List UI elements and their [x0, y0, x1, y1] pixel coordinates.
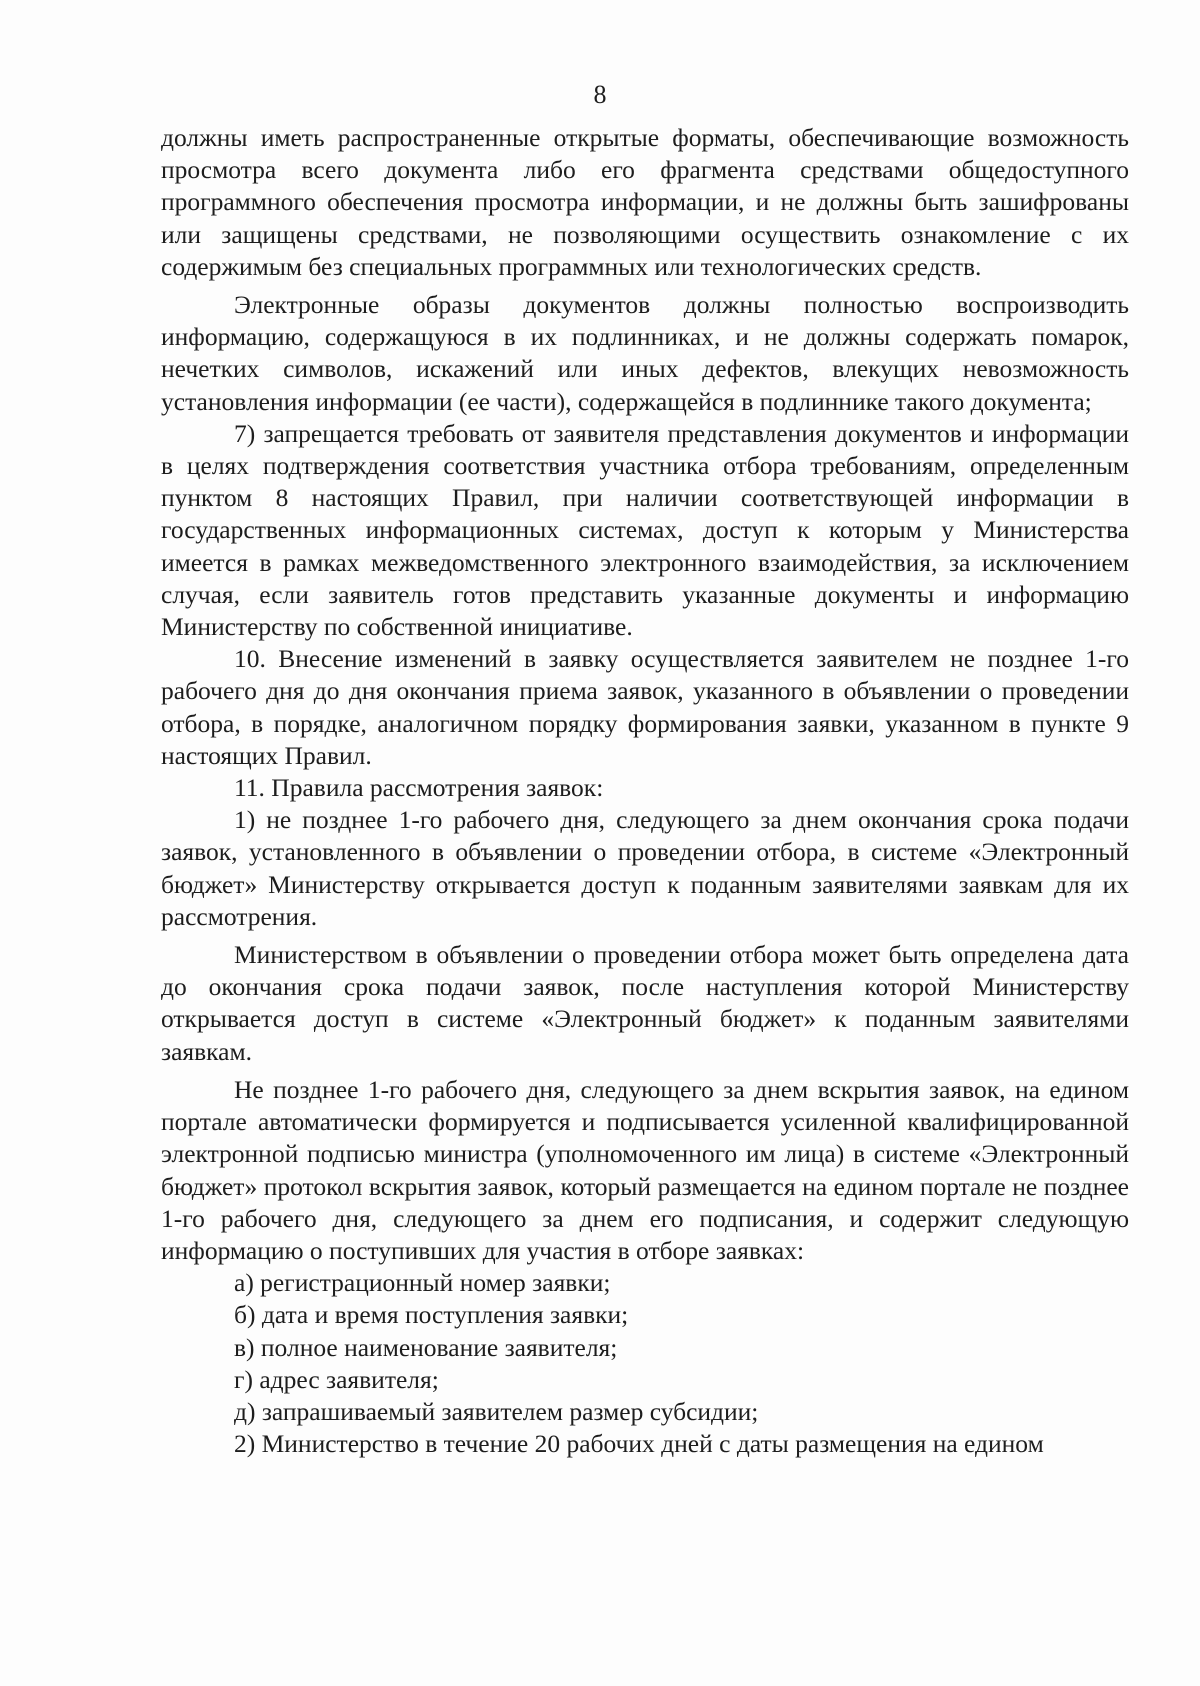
paragraph-item-7: 7) запрещается требовать от заявителя представления документов и информации в целях подтверждения соответствия участника отбора требованиям, определенным пунктом 8 настоящих Правил, при наличии соответствующей информации в государственных информационных системах, доступ к которым у Министерства имеется в рамках межведомственного электронного взаимодействия, за исключением случая, если заявитель готов представить указанные документы и информацию Министерству по собственной инициативе.	[161, 418, 1129, 642]
paragraph-ministry-date: Министерством в объявлении о проведении отбора может быть определена дата до окончания срока подачи заявок, после наступления которой Министерству открывается доступ в системе «Электронный бюджет» к поданным заявителями заявкам.	[161, 940, 1129, 1066]
paragraph-opening-protocol: Не позднее 1-го рабочего дня, следующего за днем вскрытия заявок, на едином портале автоматически формируется и подписывается усиленной квалифицированной электронной подписью министра (уполномоченного им лица) в системе «Электронный бюджет» протокол вскрытия заявок, который размещается на едином портале не позднее 1-го рабочего дня, следующего за днем его подписания, и содержит следующую информацию о поступивших для участия в отборе заявках:	[161, 1074, 1129, 1265]
page-number: 8	[593, 80, 607, 109]
paragraph-section-11-heading: 11. Правила рассмотрения заявок:	[234, 773, 604, 803]
paragraph-item-2: 2) Министерство в течение 20 рабочих дней с даты размещения на едином	[234, 1429, 1044, 1459]
list-item-d: д) запрашиваемый заявителем размер субсидии;	[234, 1396, 759, 1426]
list-item-v: в) полное наименование заявителя;	[234, 1332, 618, 1362]
paragraph-electronic-images: Электронные образы документов должны полностью воспроизводить информацию, содержащуюся в их подлинниках, и не должны содержать помарок, нечетких символов, искажений или иных дефектов, влекущих невозможность установления информации (ее части), содержащейся в подлиннике такого документа;	[161, 290, 1129, 416]
document-body	[161, 122, 1129, 1460]
paragraph-item-1: 1) не позднее 1-го рабочего дня, следующего за днем окончания срока подачи заявок, установленного в объявлении о проведении отбора, в системе «Электронный бюджет» Министерству открывается доступ к поданным заявителями заявкам для их рассмотрения.	[161, 805, 1129, 931]
list-item-g: г) адрес заявителя;	[234, 1364, 439, 1394]
list-item-a: а) регистрационный номер заявки;	[234, 1268, 611, 1298]
paragraph-formats-continuation: должны иметь распространенные открытые форматы, обеспечивающие возможность просмотра всего документа либо его фрагмента средствами общедоступного программного обеспечения просмотра информации, и не должны быть зашифрованы или защищены средствами, не позволяющими осуществить ознакомление с их содержимым без специальных программных или технологических средств.	[161, 123, 1129, 281]
list-item-b: б) дата и время поступления заявки;	[234, 1300, 629, 1330]
paragraph-section-10: 10. Внесение изменений в заявку осуществляется заявителем не позднее 1-го рабочего дня до дня окончания приема заявок, указанного в объявлении о проведении отбора, в порядке, аналогичном порядку формирования заявки, указанном в пункте 9 настоящих Правил.	[161, 644, 1129, 770]
